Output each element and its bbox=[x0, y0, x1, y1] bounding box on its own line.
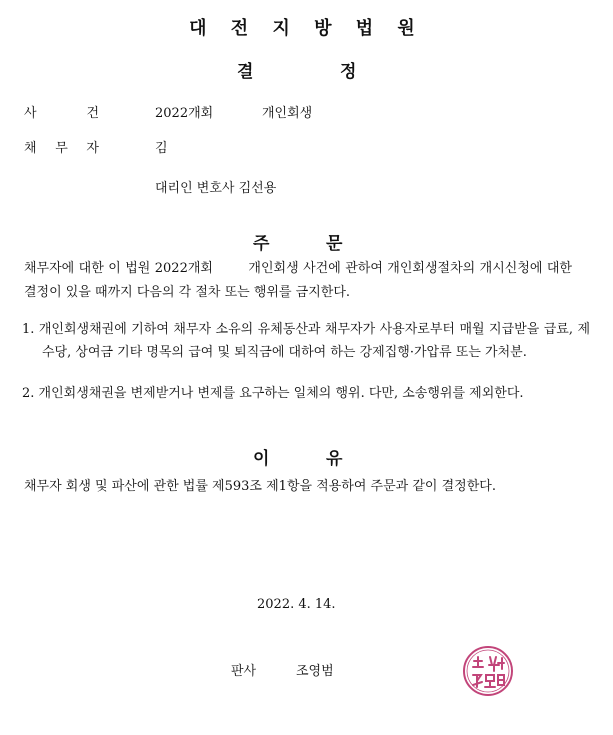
case-type: 개인회생 bbox=[262, 106, 313, 121]
case-number: 2022개회 bbox=[155, 106, 214, 121]
reason-heading-left: 이 bbox=[253, 449, 270, 469]
order-item-1: 1. 개인회생채권에 기하여 채무자 소유의 유체동산과 채무자가 사용자로부터 매월 지급받을 급료, 제수당, 상여금 기타 명목의 급여 및 퇴직금에 대하여 하는 강제집행·가압류 또는 가처분. bbox=[22, 322, 590, 360]
doc-title-left: 결 bbox=[237, 62, 254, 82]
order-item-2: 2. 개인회생채권을 변제받거나 변제를 요구하는 일체의 행위. 다만, 소송행위를 제외한다. bbox=[22, 386, 524, 401]
debtor-name: 김 bbox=[155, 141, 168, 156]
court-name: 대 전 지 방 법 원 bbox=[189, 18, 424, 39]
judge-seal-icon bbox=[462, 645, 514, 697]
doc-title-right: 정 bbox=[340, 62, 357, 82]
reason-heading-right: 유 bbox=[326, 449, 343, 469]
order-text: 채무자에 대한 이 법원 2022개회 개인회생 사건에 관하여 개인회생절차의 개시신청에 대한 결정이 있을 때까지 다음의 각 절차 또는 행위를 금지한다. bbox=[24, 261, 577, 300]
judge-title: 판사 bbox=[231, 664, 257, 679]
judge-name: 조영범 bbox=[296, 664, 334, 679]
order-heading-left: 주 bbox=[253, 234, 270, 254]
debtor-label: 채 무 자 bbox=[24, 141, 99, 156]
decision-date: 2022. 4. 14. bbox=[257, 597, 336, 612]
order-heading-right: 문 bbox=[326, 234, 343, 254]
agent: 대리인 변호사 김선용 bbox=[155, 181, 277, 196]
reason-text: 채무자 회생 및 파산에 관한 법률 제593조 제1항을 적용하여 주문과 같이 결정한다. bbox=[24, 479, 496, 494]
case-label: 사 건 bbox=[24, 106, 99, 121]
